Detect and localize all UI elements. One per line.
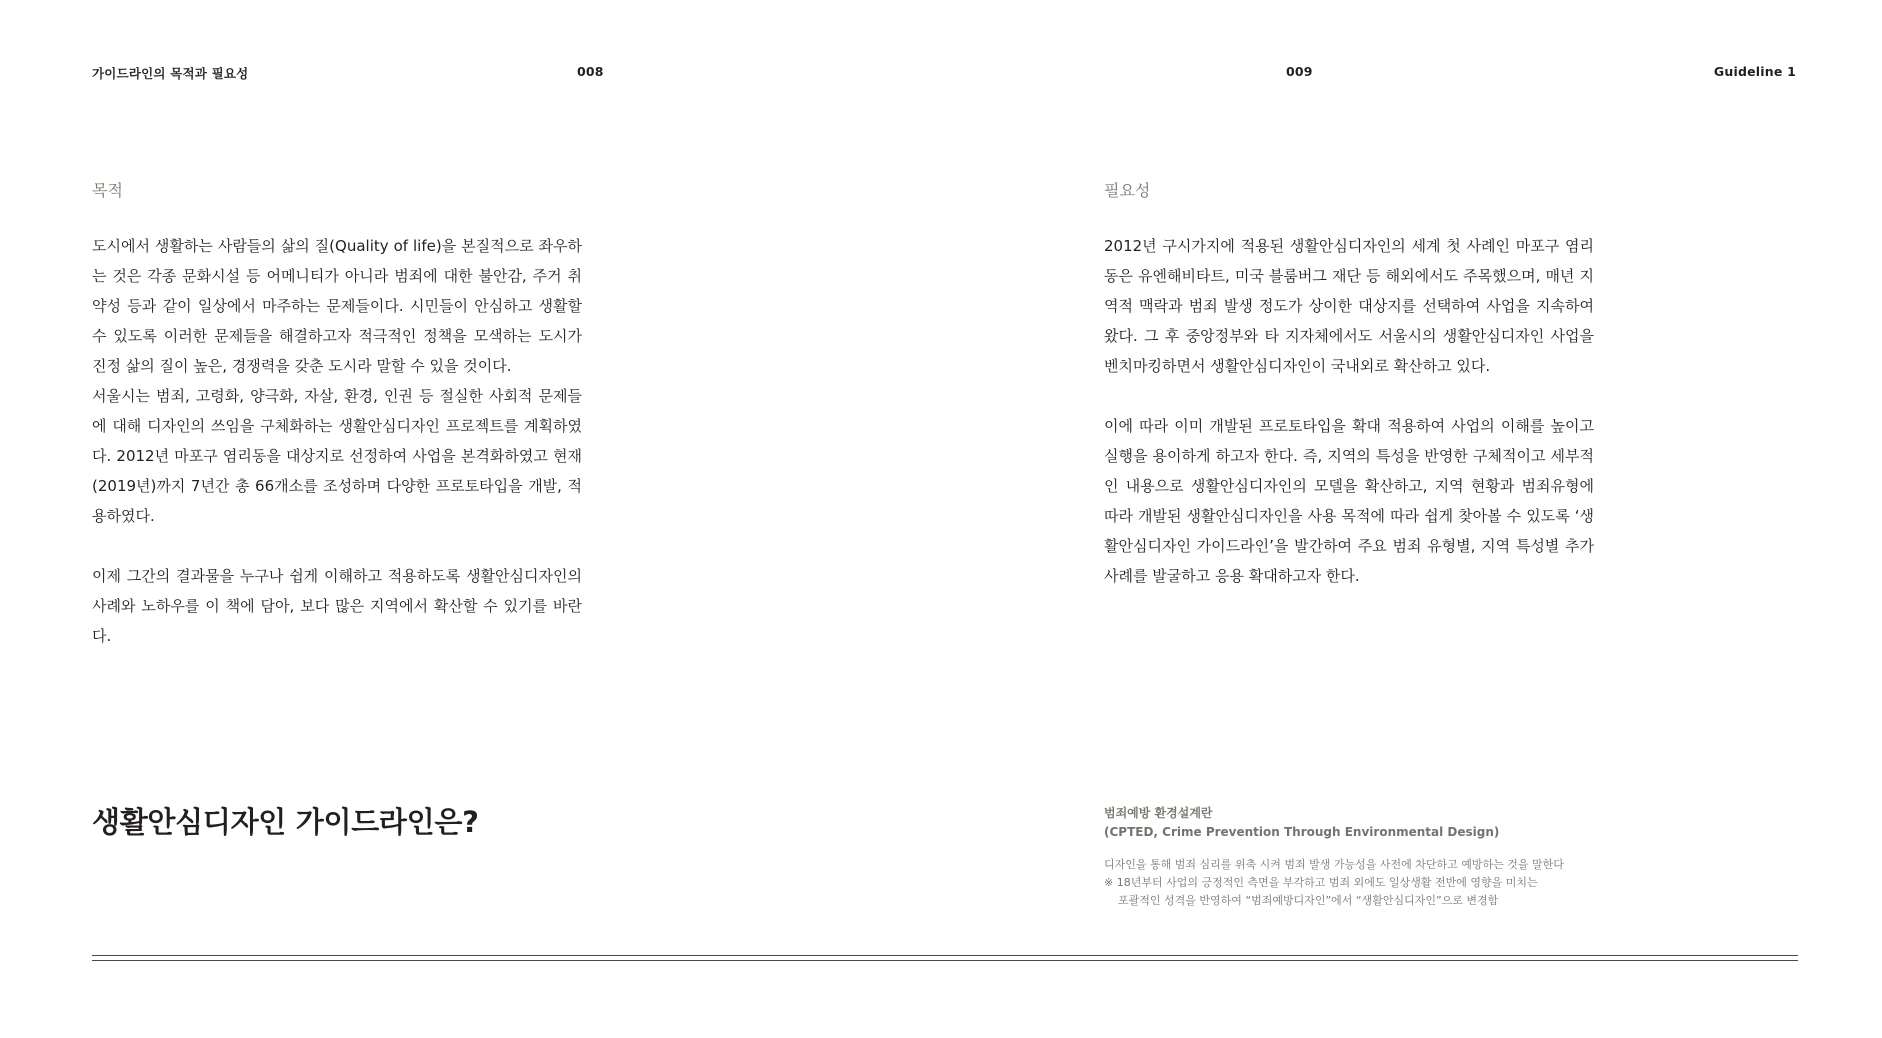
necessity-paragraph-2: 이에 따라 이미 개발된 프로토타입을 확대 적용하여 사업의 이해를 높이고 실행을 용이하게 하고자 한다. 즉, 지역의 특성을 반영한 구체적이고 세부적인 내용으로 생활안심디자인의 모델을 확산하고, 지역 현황과 범죄유형에 따라 개발된 생활안심디자인을 사용 목적에 따라 쉽게 찾아볼 수 있도록 ‘생활안심디자인 가이드라인’을 발간하여 주요 범죄 유형별, 지역 특성별 추가 사례를 발굴하고 응용 확대하고자 한다. bbox=[1104, 417, 1594, 585]
purpose-paragraph-3: 이제 그간의 결과물을 누구나 쉽게 이해하고 적용하도록 생활안심디자인의 사례와 노하우를 이 책에 담아, 보다 많은 지역에서 확산할 수 있기를 바란다. bbox=[92, 567, 582, 645]
cpted-definition-block bbox=[1104, 856, 1664, 910]
bottom-rule-lower bbox=[92, 960, 1798, 961]
paragraph-gap bbox=[1104, 381, 1594, 411]
cpted-term-en: (CPTED, Crime Prevention Through Environmental Design) bbox=[1104, 825, 1500, 839]
guideline-title: 생활안심디자인 가이드라인은? bbox=[92, 805, 479, 839]
cpted-note bbox=[1104, 804, 1664, 910]
page-number-left: 008 bbox=[577, 64, 604, 79]
purpose-paragraph-2: 서울시는 범죄, 고령화, 양극화, 자살, 환경, 인권 등 절실한 사회적 문제들에 대해 디자인의 쓰임을 구체화하는 생활안심디자인 프로젝트를 계획하였다. 2012년 마포구 염리동을 대상지로 선정하여 사업을 본격화하였고 현재(2019년)까지 7년간 총 66개소를 조성하며 다양한 프로토타입을 개발, 적용하였다. bbox=[92, 387, 582, 525]
necessity-paragraph-1: 2012년 구시가지에 적용된 생활안심디자인의 세계 첫 사례인 마포구 염리동은 유엔해비타트, 미국 블룸버그 재단 등 해외에서도 주목했으며, 매년 지역적 맥락과 범죄 발생 정도가 상이한 대상지를 선택하여 사업을 지속하여 왔다. 그 후 중앙정부와 타 지자체에서도 서울시의 생활안심디자인 사업을 벤치마킹하면서 생활안심디자인이 국내외로 확산하고 있다. bbox=[1104, 237, 1594, 375]
necessity-body bbox=[1104, 231, 1594, 591]
cpted-footnote-line-1: ※ 18년부터 사업의 긍정적인 측면을 부각하고 범죄 외에도 일상생활 전반에 영향을 미치는 bbox=[1104, 876, 1538, 889]
running-head-right-title: Guideline 1 bbox=[1713, 64, 1796, 79]
cpted-footnote-line-2: 포괄적인 성격을 반영하여 “범죄예방디자인”에서 “생활안심디자인”으로 변경함 bbox=[1118, 894, 1499, 907]
bottom-rule-upper bbox=[92, 955, 1798, 956]
purpose-paragraph-1: 도시에서 생활하는 사람들의 삶의 질(Quality of life)을 본질적으로 좌우하는 것은 각종 문화시설 등 어메니티가 아니라 범죄에 대한 불안감, 주거 취약성 등과 같이 일상에서 마주하는 문제들이다. 시민들이 안심하고 생활할 수 있도록 이러한 문제들을 해결하고자 적극적인 정책을 모색하는 도시가 진정 삶의 질이 높은, 경쟁력을 갖춘 도시라 말할 수 있을 것이다. bbox=[92, 237, 582, 375]
necessity-heading: 필요성 bbox=[1104, 181, 1151, 200]
purpose-body bbox=[92, 231, 582, 651]
purpose-heading: 목적 bbox=[92, 181, 123, 200]
running-head-left-title: 가이드라인의 목적과 필요성 bbox=[92, 66, 249, 81]
paragraph-gap bbox=[92, 531, 582, 561]
cpted-definition: 디자인을 통해 범죄 심리를 위축 시켜 범죄 발생 가능성을 사전에 차단하고 예방하는 것을 말한다 bbox=[1104, 858, 1564, 871]
cpted-term-ko: 범죄예방 환경설계란 bbox=[1104, 806, 1213, 820]
page-number-right: 009 bbox=[1286, 64, 1313, 79]
